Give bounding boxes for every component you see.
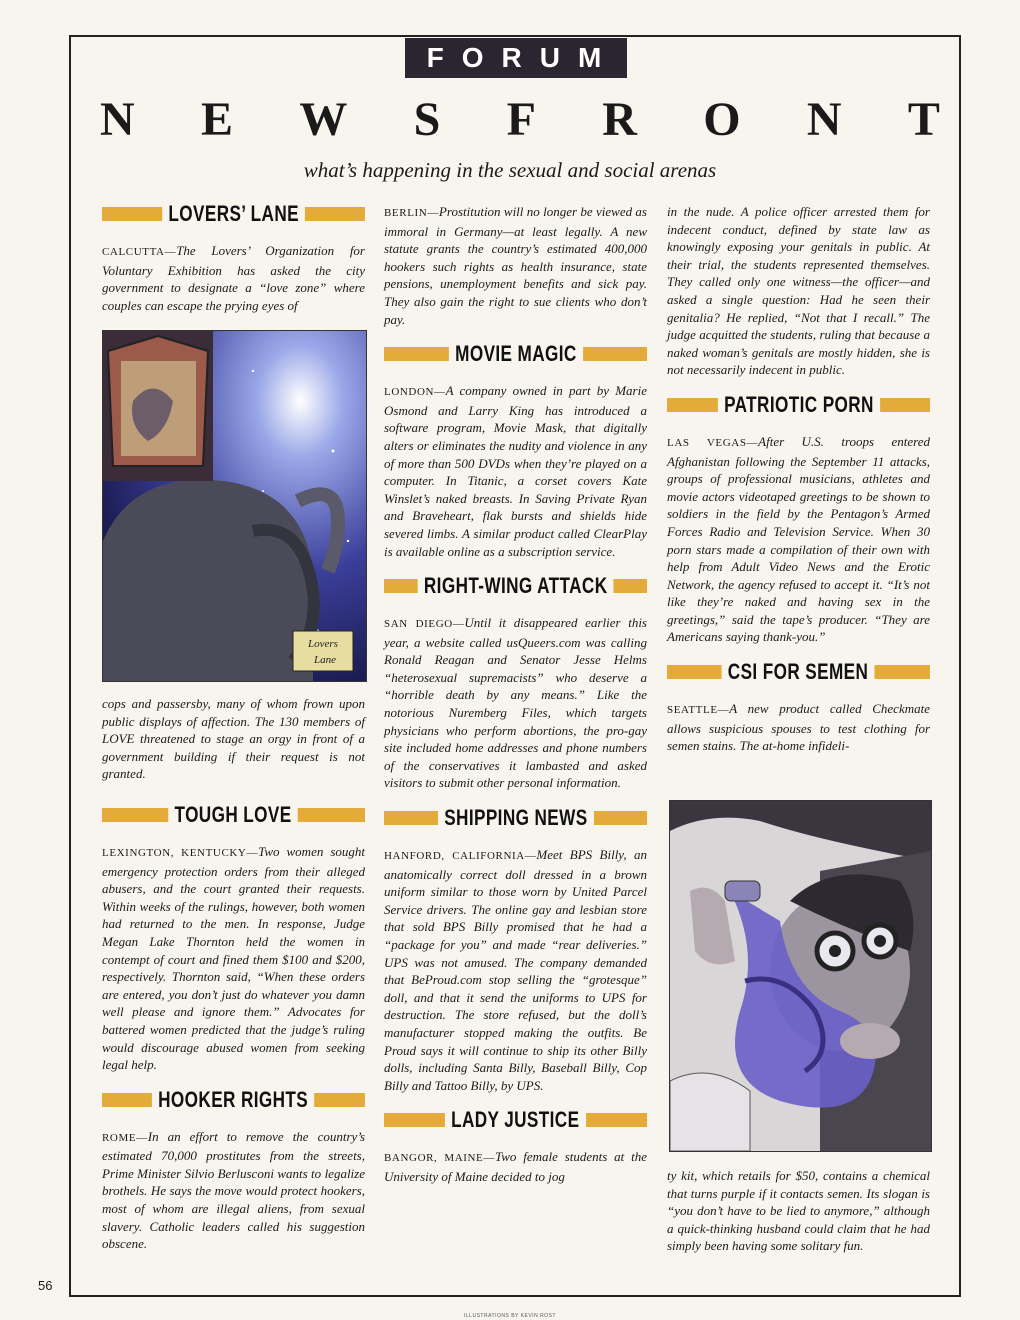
title-letter: S — [413, 93, 441, 146]
title-letter: T — [907, 93, 940, 146]
section-header-csi-for-semen: CSI FOR SEMEN — [667, 662, 930, 682]
section-header-tough-love: TOUGH LOVE — [102, 805, 365, 825]
section-header-lovers-lane: LOVERS’ LANE — [102, 204, 365, 224]
column-3 — [667, 203, 930, 755]
section-header-lady-justice: LADY JUSTICE — [384, 1110, 647, 1130]
svg-text:Lane: Lane — [314, 654, 336, 666]
movie-magic-text: LONDON—A company owned in part by Marie Osmond and Larry King has introduced a software program, Movie Mask, that digitally alters or eliminates the nudity and violence in any of more than 500 DVDs when they’re played on a computer. In Titanic, a corset covers Kate Winslet’s naked breasts. In Saving Private Ryan and Braveheart, flak bursts and shields hide severed limbs. A similar product called ClearPlay is available online as a subscription service. — [384, 383, 647, 559]
berlin-text: BERLIN—Prostitution will no longer be viewed as immoral in Germany—at least legally. A new statute grants the country’s estimated 400,000 hookers such rights as health insurance, state pensions, unemployment benefits and sick pay. They also gain the right to sue clients who don’t pay. — [384, 204, 647, 327]
section-header-movie-magic: MOVIE MAGIC — [384, 344, 647, 364]
right-wing-attack-text: SAN DIEGO—Until it disappeared earlier this year, a website called usQueers.com was calling Ronald Reagan and Senator Jesse Helms “heterosexual supremacists” who deserve a “horrible death by any means.” Like the notorious Nuremberg Files, which targets physicians who perform abortions, the pro-gay site included home addresses and phone numbers of the conservatives it lambasted and asked visitors to submit other personal information. — [384, 615, 647, 791]
shipping-news-text: HANFORD, CALIFORNIA—Meet BPS Billy, an anatomically correct doll dressed in a brown uniform similar to those worn by United Parcel Service drivers. The online gay and lesbian store that sold BPS Billy promised that he had a “package for you” and made “rear deliveries.” UPS was not amused. The company demanded that BeProud.com stop selling the “grotesque” doll, and that it send the uniforms to UPS for destruction. The store refused, but the doll’s manufacturer stopped making the outfits. Be Proud says it will continue to ship its other Billy dolls, including Santa Billy, Baseball Billy, Cop Billy and Tattoo Billy, by UPS. — [384, 847, 647, 1093]
section-header-right-wing-attack: RIGHT-WING ATTACK — [384, 576, 647, 596]
title-letter: W — [299, 93, 348, 146]
lovers-lane-text-2: cops and passersby, many of whom frown upon public displays of affection. The 130 members of LOVE threatened to stage an orgy in front of a government building if their request is not granted. — [102, 696, 365, 782]
scientist-flask-image — [670, 801, 931, 1151]
tough-love-text: LEXINGTON, KENTUCKY—Two women sought emergency protection orders from their alleged abusers, and the court granted their requests. Within weeks of the rulings, however, both women had returned to the men. In response, Judge Megan Lake Thornton held the women in contempt of court and fined them $100 and $200, respectively. Thornton said, “When these orders are entered, you don’t just do whatever you damn well please and ignore them.” Advocates for battered women predicted that the judge’s ruling would discourage abused women from seeking legal help. — [102, 843, 365, 1073]
title-letter: E — [200, 93, 233, 146]
page-number: 56 — [38, 1278, 53, 1293]
elephant-lantern-image — [103, 331, 366, 681]
column-2 — [384, 203, 647, 1186]
column-1 — [102, 188, 365, 314]
lady-justice-continued: in the nude. A police officer arrested them for indecent conduct, defined by state law as knowingly exposing your genitals in public. At their trial, the students represented themselves. They called only one witness—the officer—and asked a single question: Had he seen their genitalia? He replied, “Not that I recall.” The judge acquitted the students, ruling that because a naked woman’s genitals are mostly hidden, she is not necessarily indecent in public. — [667, 204, 930, 378]
title-letter: R — [602, 93, 637, 146]
lovers-lane-illustration — [102, 330, 367, 682]
lovers-lane-sign: Lovers — [308, 638, 338, 650]
title-letter: F — [506, 93, 536, 146]
tagline: what’s happening in the sexual and social arenas — [303, 158, 717, 182]
column-1-lower — [102, 695, 365, 1253]
section-header-shipping-news: SHIPPING NEWS — [384, 808, 647, 828]
illustration-credit: ILLUSTRATIONS BY KEVIN ROST — [464, 1313, 556, 1319]
hooker-rights-text: ROME—In an effort to remove the country’s estimated 70,000 prostitutes from the streets, Prime Minister Silvio Berlusconi wants to legalize brothels. He says the move would protect hookers, most of whom are illegal aliens, from sexual slavery. Catholic leaders called his suggestion obscene. — [102, 1128, 365, 1252]
section-header-hooker-rights: HOOKER RIGHTS — [102, 1090, 365, 1110]
section-header-patriotic-porn: PATRIOTIC PORN — [667, 395, 930, 415]
forum-label: FORUM — [405, 38, 627, 78]
title-letter: O — [703, 93, 741, 146]
title-letter: N — [806, 93, 842, 146]
csi-text-2: ty kit, which retails for $50, contains a chemical that turns purple if it contacts semen. Its slogan is “you don’t have to be lied to anymore,” although a quick-thinking husband could claim that he had simply been having some solitary fun. — [667, 1168, 930, 1254]
lovers-lane-text-1: CALCUTTA—The Lovers’ Organization for Voluntary Exhibition has asked the city government to designate a “love zone” where couples can escape the prying eyes of — [102, 243, 365, 313]
csi-text-1: SEATTLE—A new product called Checkmate allows suspicious spouses to test clothing for semen stains. The at-home infideli- — [667, 701, 930, 754]
title-letter: N — [100, 93, 135, 146]
patriotic-porn-text: LAS VEGAS—After U.S. troops entered Afghanistan following the September 11 attacks, groups of professional musicians, athletes and movie actors videotaped greetings to be shown to soldiers in the field by the Pentagon’s Armed Forces Radio and Television Service. When 30 porn stars made a compilation of their own with help from Adult Video News and the Erotic Network, the agency refused to accept it. “It’s not like they’re naked and having sex in the greetings,” said the tape’s producer. “They are Americans saying thank-you.” — [667, 433, 930, 645]
column-3-lower — [667, 1167, 930, 1255]
lady-justice-text: BANGOR, MAINE—Two female students at the University of Maine decided to jog — [384, 1149, 647, 1184]
csi-illustration — [669, 800, 932, 1152]
newsfront-title — [100, 90, 940, 150]
